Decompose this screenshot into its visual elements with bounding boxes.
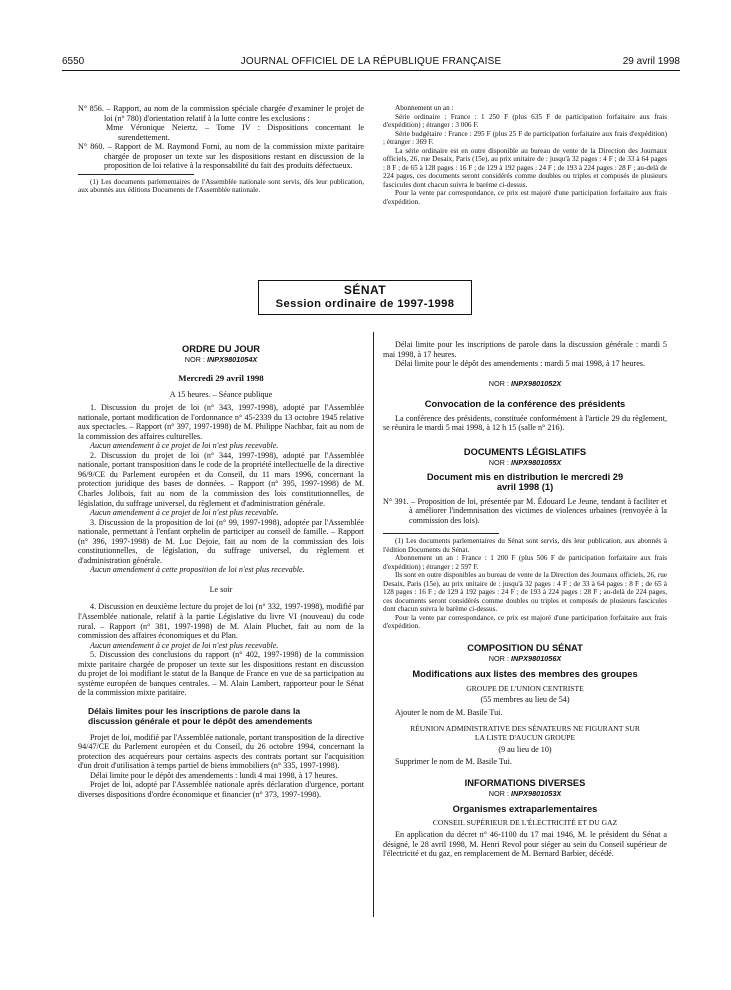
page-number: 6550 xyxy=(62,56,85,67)
item-860: N° 860. – Rapport de M. Raymond Forni, au nom de la commission mixte paritaire chargée de proposer un texte sur les dispositions restant en discussion de la proposition de loi relative à la responsabilité du fait des produits défectueux. xyxy=(78,142,364,171)
serie-ordinaire: Série ordinaire : France : 1 250 F (plus 635 F de participation forfaitaire aux frais d'expédition) ; étranger : 3 006 F. xyxy=(383,112,667,129)
column-separator xyxy=(373,332,374,917)
session-title: Session ordinaire de 1997-1998 xyxy=(275,298,455,310)
document-mis-title: Document mis en distribution le mercredi 29 avril 1998 (1) xyxy=(426,471,624,493)
agenda-note-3: Aucun amendement à cette proposition de loi n'est plus recevable. xyxy=(90,565,305,575)
nor-1: NOR : INPX9801054X xyxy=(184,355,258,364)
footnote-rule xyxy=(78,174,194,175)
delais-projet-2: Projet de loi, adopté par l'Assemblée nationale après déclaration d'urgence, portant diverses dispositions d'ordre économique et financier (n° 373, 1997-1998). xyxy=(78,780,364,799)
left-column xyxy=(78,344,364,799)
date-heading: Mercredi 29 avril 1998 xyxy=(178,373,264,383)
reunion-administrative-members: (9 au lieu de 10) xyxy=(498,744,552,754)
delais-projet-1: Projet de loi, modifié par l'Assemblée nationale, portant transposition de la directive 94/47/CE du Parlement européen et du Conseil, du 26 octobre 1994, concernant la protection des acquéreurs pour certains aspects des contrats portant sur l'acquisition d'un droit d'utilisation à temps partiel de biens immobiliers (n° 335, 1997-1998). xyxy=(78,732,364,771)
conseil-text: En application du décret n° 46-1100 du 17 mai 1946, M. le président du Sénat a désigné, le 28 avril 1998, M. Henri Revol pour siéger au sein du Conseil supérieur de l'électricité et du gaz, en remplacement de M. Bernard Barbier, décédé. xyxy=(383,830,667,859)
agenda-item-4: 4. Discussion en deuxième lecture du projet de loi (n° 332, 1997-1998), modifié par l'Assemblée nationale, relatif à la partie Législative du livre VI (nouveau) du code rural. – Rapport (n° 381, 1997-1998) de M. Alain Pluchet, fait au nom de la commission des affaires économiques et du Plan. xyxy=(78,602,364,641)
agenda-item-5: 5. Discussion des conclusions du rapport (n° 402, 1997-1998) de la commission mixte paritaire chargée de proposer un texte sur les dispositions restant en discussion du projet de loi modifiant le statut de la Banque de France en vue de sa participation au système européen de banques centrales. – M. Alain Lambert, rapporteur pour le Sénat de la commission mixte paritaire. xyxy=(78,650,364,698)
senat-footnote-rule xyxy=(383,533,499,534)
reunion-administrative: RÉUNION ADMINISTRATIVE DES SÉNATEURS NE FIGURANT SUR LA LISTE D'AUCUN GROUPE xyxy=(410,723,640,743)
issue-date: 29 avril 1998 xyxy=(622,56,680,67)
nor-4: NOR : INPX9801056X xyxy=(488,653,562,663)
agenda-note-4: Aucun amendement à ce projet de loi n'est plus recevable. xyxy=(90,640,279,650)
item-856: N° 856. – Rapport, au nom de la commission spéciale chargée d'examiner le projet de loi (n° 780) d'orientation relatif à la lutte contre les exclusions : xyxy=(78,104,364,123)
page-header xyxy=(62,56,680,70)
senat-footnote-1: (1) Les documents parlementaires du Sénat sont servis, dès leur publication, aux abonnés à l'édition Documents du Sénat. xyxy=(383,537,667,554)
le-soir-heading: Le soir xyxy=(209,584,233,594)
senat-title: SÉNAT xyxy=(343,283,387,297)
convocation-title: Convocation de la conférence des présidents xyxy=(424,398,626,409)
agenda-item-3: 3. Discussion de la proposition de loi (n° 99, 1997-1998), adoptée par l'Assemblée nationale, permettant à l'enfant orphelin de participer au conseil de famille. – Rapport (n° 396, 1997-1998) de M. Luc Dejoie, fait au nom de la commission des lois constitutionnelles, de législation, du suffrage universel, du règlement et d'administration générale. xyxy=(78,517,364,565)
convocation-text: La conférence des présidents, constituée conformément à l'article 29 du règlement, se réunira le mardi 5 mai 1998, à 12 h 15 (salle n° 216). xyxy=(383,413,667,433)
nor-3: NOR : INPX9801055X xyxy=(488,457,562,467)
top-right-column xyxy=(383,104,667,206)
conseil-superieur: CONSEIL SUPÉRIEUR DE L'ÉLECTRICITÉ ET DU GAZ xyxy=(432,817,618,827)
seance-time: A 15 heures. – Séance publique xyxy=(169,389,273,399)
serie-budgetaire: Série budgétaire : France : 295 F (plus 25 F de participation forfaitaire aux frais d'expédition) ; étranger : 369 F. xyxy=(383,129,667,146)
senat-footnote-4: Pour la vente par correspondance, ce prix est majoré d'une participation forfaitaire aux frais d'expédition. xyxy=(383,613,667,631)
composition-title: COMPOSITION DU SÉNAT xyxy=(467,642,583,653)
senat-session-box xyxy=(258,280,472,315)
correspondance-info: Pour la vente par correspondance, ce prix est majoré d'une participation forfaitaire aux frais d'expédition. xyxy=(383,189,667,206)
item-856-sub: Mme Véronique Neiertz. – Tome IV : Dispositions concernant le surendettement. xyxy=(106,123,364,142)
document-391: N° 391. – Proposition de loi, présentée par M. Édouard Le Jeune, tendant à faciliter et à améliorer l'indemnisation des victimes de violences urbaines (renvoyée à la commission des lois). xyxy=(383,496,667,525)
ajouter-nom: Ajouter le nom de M. Basile Tui. xyxy=(395,707,503,717)
senat-footnote-2: Abonnement un an : France : 1 200 F (plus 506 F de participation forfaitaire aux frais d'expédition) ; étranger : 2 597 F. xyxy=(383,554,667,571)
vente-info: La série ordinaire est en outre disponible au bureau de vente de la Direction des Journaux officiels, 26, rue Desaix, Paris (15e), au prix unitaire de : jusqu'à 32 pages : 4 F ; de 33 à 64 pages : 8 F ; de 65 à 128 pages : 16 F ; de 129 à 192 pages : 24 F ; de 193 à 224 pages : 28 F ; au-delà de 224 pages, ces documents seront considérés comme doubles ou triples et composés de plusieurs fascicules dont chacun suivra le barème ci-dessus. xyxy=(383,146,667,189)
abonnement-label: Abonnement un an : xyxy=(395,104,454,112)
agenda-item-2: 2. Discussion du projet de loi (n° 344, 1997-1998), adopté par l'Assemblée nationale, portant transposition dans le code de la propriété intellectuelle de la directive 96/9/CE du Parlement européen et du Conseil, du 11 mars 1996, concernant la protection juridique des bases de données. – Rapport (n° 395, 1997-1998) de M. Charles Jolibois, fait au nom de la commission des lois constitutionnelles, de législation, du suffrage universel, du règlement et d'administration générale. xyxy=(78,450,364,508)
header-rule xyxy=(62,70,680,71)
top-left-column xyxy=(78,104,364,195)
agenda-note-2: Aucun amendement à ce projet de loi n'est plus recevable. xyxy=(90,508,279,518)
agenda-note-1: Aucun amendement à ce projet de loi n'est plus recevable. xyxy=(90,441,279,451)
nor-2: NOR : INPX9801052X xyxy=(488,378,562,388)
ordre-du-jour-title: ORDRE DU JOUR xyxy=(182,344,260,354)
groupe-union-centriste-members: (55 membres au lieu de 54) xyxy=(480,695,570,705)
right-delai-2: Délai limite pour le dépôt des amendements : mardi 5 mai 1998, à 17 heures. xyxy=(395,359,646,369)
top-left-footnote: (1) Les documents parlementaires de l'Assemblée nationale sont servis, dès leur publication, aux abonnés aux éditions Documents de l'Assemblée nationale. xyxy=(78,177,364,195)
nor-5: NOR : INPX9801053X xyxy=(488,788,562,798)
modifications-title: Modifications aux listes des membres des groupes xyxy=(412,668,638,679)
right-delai-1: Délai limite pour les inscriptions de parole dans la discussion générale : mardi 5 mai 1998, à 17 heures. xyxy=(383,340,667,359)
delais-projet-1-delai: Délai limite pour le dépôt des amendements : lundi 4 mai 1998, à 17 heures. xyxy=(90,770,338,780)
right-column xyxy=(383,340,667,859)
senat-footnote-3: Ils sont en outre disponibles au bureau de vente de la Direction des Journaux officiels, 26, rue Desaix, Paris (15e), au prix unitaire de : jusqu'à 32 pages : 4 F ; de 33 à 64 pages : 8 F ; de 65 à 128 pages : 16 F ; de 129 à 192 pages : 24 F ; de 193 à 224 pages : 28 F ; au-delà de 224 pages, ces documents seront considérés comme doubles ou triples et composés de plusieurs fascicules dont chacun suivra le barème ci-dessus. xyxy=(383,571,667,614)
journal-title: JOURNAL OFFICIEL DE LA RÉPUBLIQUE FRANÇAISE xyxy=(240,56,502,67)
delais-title: Délais limites pour les inscriptions de parole dans la discussion générale et pour le dépôt des amendements xyxy=(88,705,313,726)
organismes-title: Organismes extraparlementaires xyxy=(452,803,598,814)
documents-legislatifs-title: DOCUMENTS LÉGISLATIFS xyxy=(463,446,587,457)
informations-diverses-title: INFORMATIONS DIVERSES xyxy=(464,777,586,788)
agenda-item-1: 1. Discussion du projet de loi (n° 343, 1997-1998), adopté par l'Assemblée nationale, portant modification de l'ordonnance n° 45-2339 du 13 octobre 1945 relative aux spectacles. – Rapport (n° 397, 1997-1998) de M. Philippe Nachbar, fait au nom de la commission des affaires culturelles. xyxy=(78,403,364,441)
groupe-union-centriste: GROUPE DE L'UNION CENTRISTE xyxy=(466,683,584,693)
supprimer-nom: Supprimer le nom de M. Basile Tui. xyxy=(395,757,512,767)
